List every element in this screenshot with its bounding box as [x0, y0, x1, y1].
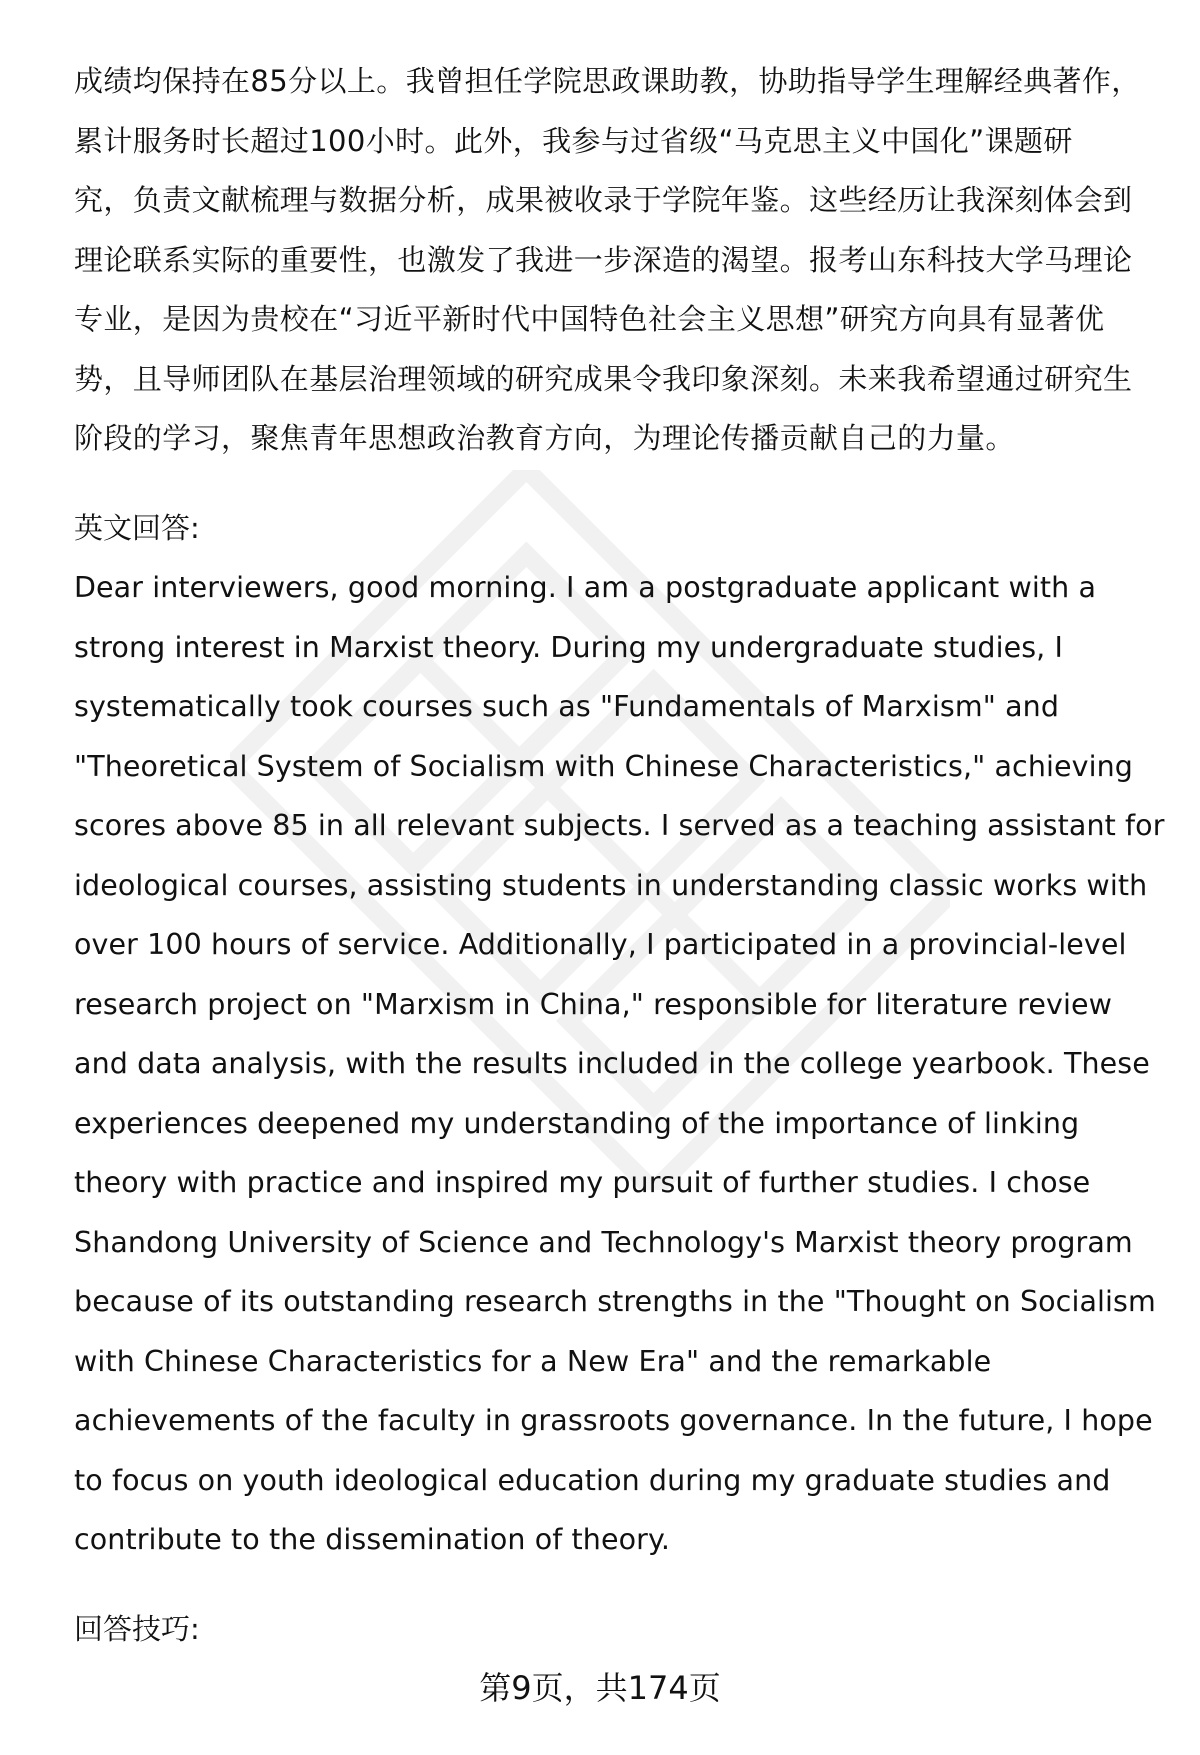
text-line: to focus on youth ideological education during my graduate studies and: [74, 1463, 1111, 1497]
text-line: because of its outstanding research strengths in the "Thought on Socialism: [74, 1285, 1156, 1318]
text-line: Shandong University of Science and Technology's Marxist theory program: [74, 1225, 1133, 1259]
text-line: research project on "Marxism in China," responsible for literature review: [74, 987, 1113, 1021]
english-answer-label: 英文回答:: [74, 510, 200, 545]
text-line: 势，且导师团队在基层治理领域的研究成果令我印象深刻。未来我希望通过研究生: [74, 361, 1133, 396]
page-number-footer: 第9页，共174页: [479, 1669, 721, 1707]
text-line: systematically took courses such as "Fundamentals of Marxism" and: [74, 690, 1060, 723]
text-line: 成绩均保持在85分以上。我曾担任学院思政课助教，协助指导学生理解经典著作，: [74, 64, 1141, 98]
text-line: theory with practice and inspired my pursuit of further studies. I chose: [74, 1166, 1091, 1199]
answer-tips-label: 回答技巧:: [74, 1611, 200, 1646]
text-line: achievements of the faculty in grassroots governance. In the future, I hope: [74, 1404, 1153, 1437]
text-line: contribute to the dissemination of theory.: [74, 1523, 671, 1556]
text-line: ideological courses, assisting students in understanding classic works with: [74, 868, 1148, 902]
text-line: 专业，是因为贵校在“习近平新时代中国特色社会主义思想”研究方向具有显著优: [74, 302, 1105, 336]
english-answer-paragraph: [74, 558, 1165, 1570]
text-line: scores above 85 in all relevant subjects. I served as a teaching assistant for: [74, 809, 1165, 842]
page-content: [74, 52, 1165, 1659]
chinese-answer-paragraph: [74, 52, 1144, 469]
text-line: and data analysis, with the results included in the college yearbook. These: [74, 1047, 1150, 1080]
text-line: 理论联系实际的重要性，也激发了我进一步深造的渴望。报考山东科技大学马理论: [74, 242, 1133, 277]
text-line: Dear interviewers, good morning. I am a postgraduate applicant with a: [74, 571, 1097, 604]
text-line: strong interest in Marxist theory. During my undergraduate studies, I: [74, 630, 1063, 664]
text-line: experiences deepened my understanding of the importance of linking: [74, 1106, 1080, 1140]
text-line: over 100 hours of service. Additionally, I participated in a provincial-level: [74, 928, 1127, 961]
text-line: 累计服务时长超过100小时。此外，我参与过省级“马克思主义中国化”课题研: [74, 123, 1073, 158]
text-line: 究，负责文献梳理与数据分析，成果被收录于学院年鉴。这些经历让我深刻体会到: [74, 183, 1133, 217]
text-line: "Theoretical System of Socialism with Chinese Characteristics," achieving: [74, 749, 1133, 783]
text-line: 阶段的学习，聚焦青年思想政治教育方向，为理论传播贡献自己的力量。: [74, 421, 1015, 455]
text-line: with Chinese Characteristics for a New Era" and the remarkable: [74, 1344, 992, 1378]
